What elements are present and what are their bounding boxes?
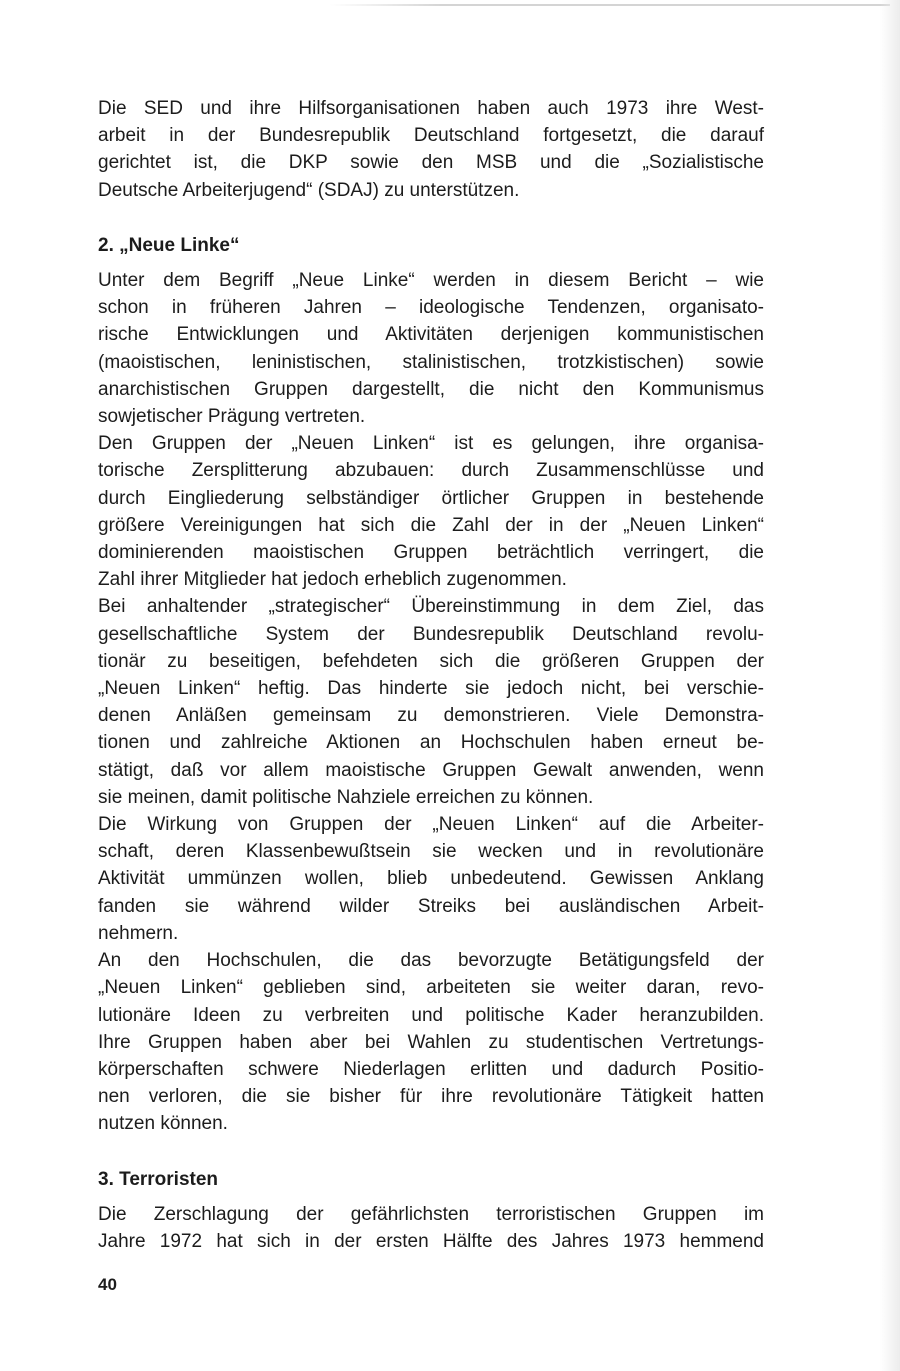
section-heading-neue-linke: 2. „Neue Linke“ [98, 234, 240, 256]
text-line: Die Zerschlagung der gefährlichsten terroristischen Gruppen im [98, 1203, 764, 1225]
intro-paragraph [98, 95, 764, 204]
section2-paragraph-4 [98, 811, 764, 947]
text-line: Aktivität ummünzen wollen, blieb unbedeutend. Gewissen Anklang [98, 868, 764, 890]
section-heading-terroristen: 3. Terroristen [98, 1168, 219, 1190]
text-line: Ihre Gruppen haben aber bei Wahlen zu studentischen Vertretungs- [98, 1031, 764, 1053]
text-line: Unter dem Begriff „Neue Linke“ werden in diesem Bericht – wie [98, 270, 764, 292]
text-line: denen Anläßen gemeinsam zu demonstrieren. Viele Demonstra- [98, 705, 764, 727]
text-line: schaft, deren Klassenbewußtsein sie wecken und in revolutionäre [98, 841, 764, 863]
text-line: gerichtet ist, die DKP sowie den MSB und die „Sozialistische [98, 152, 764, 174]
page-body [98, 95, 764, 1255]
text-line: lutionäre Ideen zu verbreiten und politische Kader heranzubilden. [98, 1004, 764, 1026]
page-number: 40 [98, 1275, 117, 1294]
text-line: Den Gruppen der „Neuen Linken“ ist es gelungen, ihre organisa- [98, 433, 764, 455]
text-line: schon in früheren Jahren – ideologische Tendenzen, organisato- [98, 297, 764, 319]
section2-paragraph-3 [98, 593, 764, 811]
text-line: „Neuen Linken“ geblieben sind, arbeiteten sie weiter daran, revo- [98, 977, 764, 999]
section2-paragraph-2 [98, 430, 764, 593]
text-line: größere Vereinigungen hat sich die Zahl der in der „Neuen Linken“ [98, 514, 764, 536]
text-line: Deutsche Arbeiterjugend“ (SDAJ) zu unterstützen. [98, 179, 520, 201]
text-line: torische Zersplitterung abzubauen: durch Zusammenschlüsse und [98, 460, 764, 482]
text-line: durch Eingliederung selbständiger örtlicher Gruppen in bestehende [98, 487, 764, 509]
text-line: fanden sie während wilder Streiks bei ausländischen Arbeit- [98, 895, 764, 917]
text-line: nen verloren, die sie bisher für ihre revolutionäre Tätigkeit hatten [98, 1086, 764, 1108]
text-line: nehmern. [98, 922, 179, 944]
text-line: gesellschaftliche System der Bundesrepublik Deutschland revolu- [98, 623, 764, 645]
text-line: sowjetischer Prägung vertreten. [98, 406, 366, 428]
text-line: dominierenden maoistischen Gruppen beträchtlich verringert, die [98, 542, 764, 564]
text-line: Die Wirkung von Gruppen der „Neuen Linken“ auf die Arbeiter- [98, 814, 764, 836]
text-line: arbeit in der Bundesrepublik Deutschland fortgesetzt, die darauf [98, 125, 764, 147]
text-line: „Neuen Linken“ heftig. Das hinderte sie jedoch nicht, bei verschie- [98, 678, 764, 700]
text-line: rische Entwicklungen und Aktivitäten derjenigen kommunistischen [98, 324, 764, 346]
scan-top-edge [330, 4, 890, 6]
scan-right-edge [880, 0, 900, 1371]
text-line: körperschaften schwere Niederlagen erlitten und dadurch Positio- [98, 1058, 764, 1080]
text-line: tionär zu beseitigen, befehdeten sich die größeren Gruppen der [98, 650, 764, 672]
text-line: stätigt, daß vor allem maoistische Gruppen Gewalt anwenden, wenn [98, 759, 764, 781]
section2-paragraph-5 [98, 947, 764, 1137]
text-line: anarchistischen Gruppen dargestellt, die nicht den Kommunismus [98, 378, 764, 400]
text-line: Die SED und ihre Hilfsorganisationen haben auch 1973 ihre West- [98, 98, 764, 119]
text-line: nutzen können. [98, 1113, 228, 1135]
section3-paragraph-1 [98, 1201, 764, 1255]
text-line: Zahl ihrer Mitglieder hat jedoch erheblich zugenommen. [98, 569, 567, 591]
text-line: An den Hochschulen, die das bevorzugte Betätigungsfeld der [98, 950, 764, 972]
text-line: Jahre 1972 hat sich in der ersten Hälfte des Jahres 1973 hemmend [98, 1230, 764, 1252]
text-line: (maoistischen, leninistischen, stalinistischen, trotzkistischen) sowie [98, 351, 764, 373]
text-line: Bei anhaltender „strategischer“ Übereinstimmung in dem Ziel, das [98, 596, 764, 618]
section2-paragraph-1 [98, 267, 764, 430]
text-line: tionen und zahlreiche Aktionen an Hochschulen haben erneut be- [98, 732, 764, 754]
text-line: sie meinen, damit politische Nahziele erreichen zu können. [98, 786, 594, 808]
